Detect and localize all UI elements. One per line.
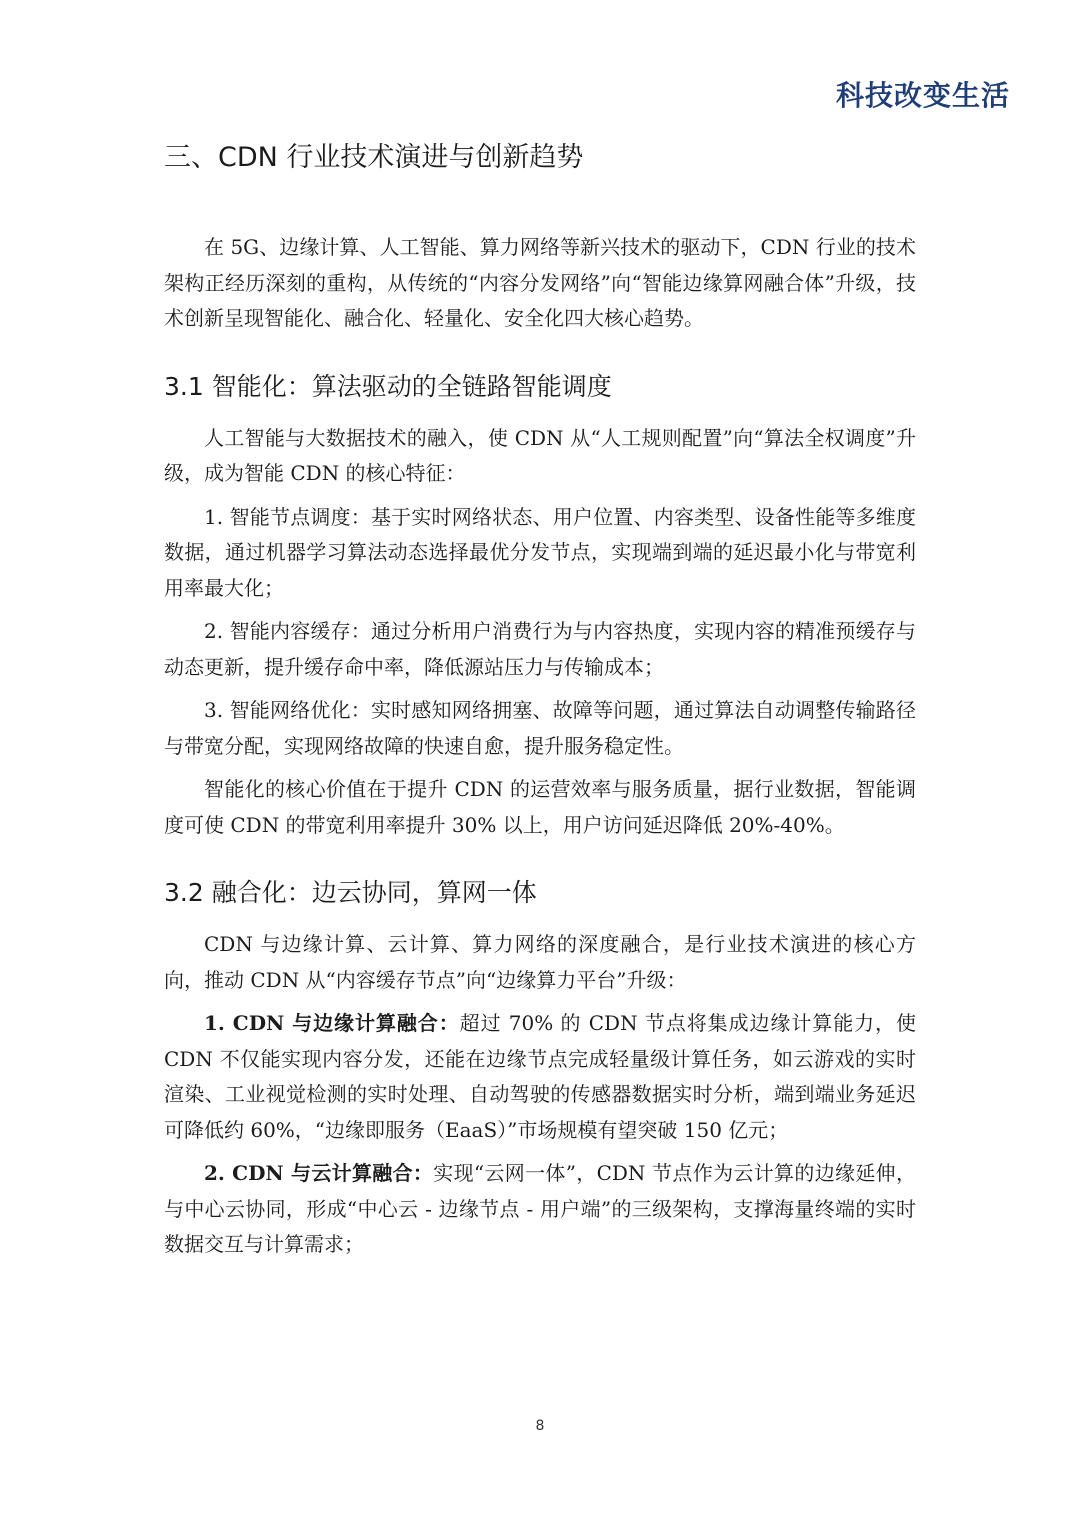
subsection-heading-3-2: 3.2 融合化：边云协同，算网一体 bbox=[164, 878, 537, 907]
subsection-closing-3-1: 智能化的核心价值在于提升 CDN 的运营效率与服务质量，据行业数据，智能调度可使 CDN 的带宽利用率提升 30% 以上，用户访问延迟降低 20%-40%。 bbox=[164, 777, 916, 837]
subsection-intro-3-2: CDN 与边缘计算、云计算、算力网络的深度融合，是行业技术演进的核心方向，推动 CDN 从“内容缓存节点”向“边缘算力平台”升级： bbox=[164, 932, 916, 992]
list-item-text: 基于实时网络状态、用户位置、内容类型、设备性能等多维度数据，通过机器学习算法动态选择最优分发节点，实现端到端的延迟最小化与带宽利用率最大化； bbox=[164, 504, 916, 600]
list-item-lead: 3. 智能网络优化： bbox=[204, 698, 371, 722]
list-item bbox=[164, 1006, 916, 1148]
subsection-heading-3-1: 3.1 智能化：算法驱动的全链路智能调度 bbox=[164, 371, 612, 401]
document-body bbox=[164, 136, 916, 1271]
list-item-lead: 2. 智能内容缓存： bbox=[204, 619, 371, 643]
list-item-lead: 1. 智能节点调度： bbox=[204, 504, 371, 529]
list-item-text: 实现“云网一体”，CDN 节点作为云计算的边缘延伸，与中心云协同，形成“中心云 - 边缘节点 - 用户端”的三级架构，支撑海量终端的实时数据交互与计算需求； bbox=[164, 1161, 916, 1256]
page-number: 8 bbox=[535, 1418, 545, 1434]
list-item-text: 通过分析用户消费行为与内容热度，实现内容的精准预缓存与动态更新，提升缓存命中率，降低源站压力与传输成本； bbox=[164, 619, 916, 679]
list-item bbox=[164, 693, 916, 764]
section-title: 三、CDN 行业技术演进与创新趋势 bbox=[164, 142, 584, 173]
list-item-text: 超过 70% 的 CDN 节点将集成边缘计算能力，使 CDN 不仅能实现内容分发，还能在边缘节点完成轻量级计算任务，如云游戏的实时渲染、工业视觉检测的实时处理、自动驾驶的传感器数据实时分析，端到端业务延迟可降低约 60%，“边缘即服务（EaaS）”市场规模有望突破 150 亿元； bbox=[164, 1011, 916, 1142]
list-item bbox=[164, 614, 916, 685]
brand-logo-text: 科技改变生活 bbox=[835, 79, 1010, 112]
list-item-lead: 1. CDN 与边缘计算融合： bbox=[204, 1011, 460, 1035]
section-intro: 在 5G、边缘计算、人工智能、算力网络等新兴技术的驱动下，CDN 行业的技术架构正经历深刻的重构，从传统的“内容分发网络”向“智能边缘算网融合体”升级，技术创新呈现智能化、融合化、轻量化、安全化四大核心趋势。 bbox=[164, 235, 916, 330]
subsection-intro-3-1: 人工智能与大数据技术的融入，使 CDN 从“人工规则配置”向“算法全权调度”升级，成为智能 CDN 的核心特征： bbox=[164, 425, 916, 485]
list-item-text: 实时感知网络拥塞、故障等问题，通过算法自动调整传输路径与带宽分配，实现网络故障的快速自愈，提升服务稳定性。 bbox=[164, 698, 916, 758]
list-item bbox=[164, 500, 916, 607]
list-item-lead: 2. CDN 与云计算融合： bbox=[204, 1161, 434, 1185]
list-item bbox=[164, 1156, 916, 1263]
